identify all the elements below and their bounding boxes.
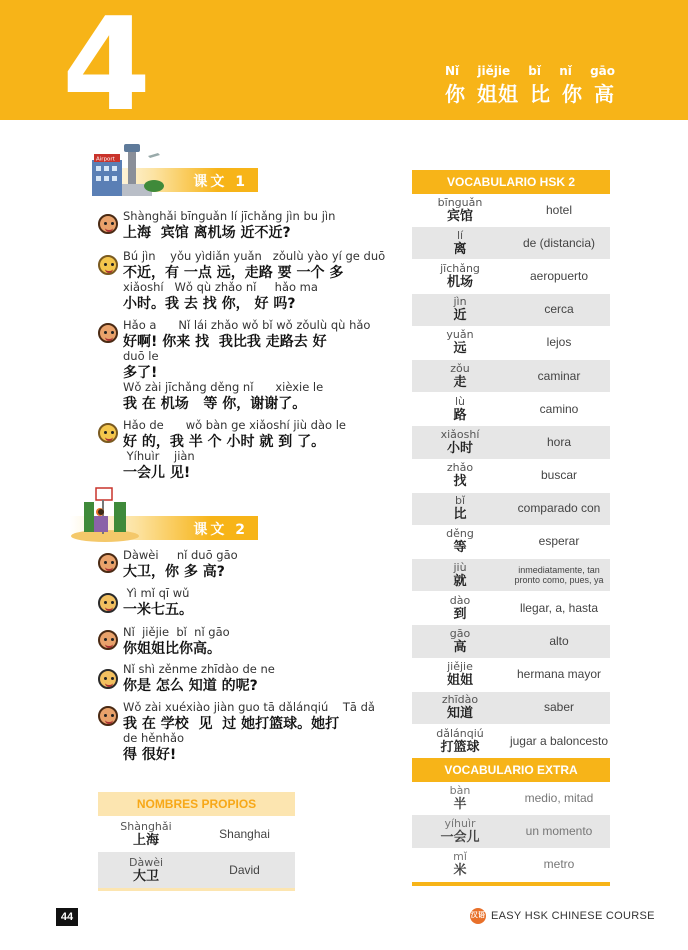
page-header [0, 0, 688, 140]
word-cell [412, 784, 508, 813]
word-pinyin: dào [449, 593, 471, 607]
word-cell [412, 527, 508, 556]
airport-illustration [92, 140, 172, 196]
word-hanzi: 一会儿 [440, 829, 480, 845]
dialogue-pinyin: Nǐ shì zěnme zhīdào de ne [123, 662, 275, 676]
word-translation: hermana mayor [516, 667, 602, 682]
dialogue-pinyin: Yíhuìr jiàn [123, 449, 195, 463]
word-pinyin: dǎlánqiú [436, 726, 484, 740]
vocabulary-extra-rows [412, 782, 610, 882]
word-cell [412, 727, 508, 756]
table-row [412, 592, 610, 625]
table-footer-bar [98, 888, 295, 891]
word-translation: metro [543, 857, 575, 872]
table-row [412, 327, 610, 360]
dialogue-hanzi: 一会儿 见! [123, 465, 191, 481]
dialogue-hanzi: 多了! [123, 365, 158, 381]
word-pinyin: bàn [449, 783, 471, 797]
word-pinyin: bǐ [454, 494, 466, 508]
speaker-girl-icon [98, 214, 118, 234]
word-pinyin: lù [454, 394, 466, 408]
table-row [412, 194, 610, 227]
word-cell [412, 395, 508, 424]
word-cell [412, 594, 508, 623]
word-cell [412, 229, 508, 258]
word-hanzi: 近 [453, 308, 467, 324]
proper-names-table [98, 792, 295, 891]
word-translation: jugar a baloncesto [509, 733, 609, 748]
table-row [412, 526, 610, 559]
table-row [412, 493, 610, 526]
word-hanzi: 高 [453, 640, 467, 656]
word-translation: aeropuerto [529, 268, 589, 283]
dialogue-hanzi: 得 很好! [123, 747, 177, 763]
speaker-girl-icon [98, 706, 118, 726]
word-pinyin: lí [456, 228, 464, 242]
vocabulary-rows [412, 194, 610, 758]
title-pinyin-word: Nǐ [445, 64, 460, 78]
dialogue-pinyin: Wǒ zài xuéxiào jiàn guo tā dǎlánqiú Tā dǎ [123, 700, 375, 714]
table-row [412, 460, 610, 493]
word-hanzi: 打篮球 [440, 739, 480, 755]
word-hanzi: 找 [453, 474, 467, 490]
dialogue-pinyin: Bú jìn yǒu yìdiǎn yuǎn zǒulù yào yí ge duō [123, 249, 386, 263]
word-cell [412, 328, 508, 357]
word-translation: camino [539, 401, 579, 416]
table-row [412, 815, 610, 848]
title-hanzi-word: 姐姐 [477, 82, 519, 106]
word-pinyin: zhīdào [441, 693, 479, 707]
word-translation: hora [546, 434, 572, 449]
proper-names-title: NOMBRES PROPIOS [98, 792, 295, 816]
speaker-boy-icon [98, 593, 118, 613]
speaker-boy-icon [98, 669, 118, 689]
title-pinyin-word: nǐ [559, 64, 572, 78]
dialogue-hanzi: 大卫，你 多 高? [123, 564, 225, 580]
word-translation: inmediatamente, tan pronto como, pues, ya [514, 565, 604, 586]
table-row [412, 393, 610, 426]
page-number: 44 [56, 908, 78, 926]
vocabulary-extra-title: VOCABULARIO EXTRA [412, 758, 610, 782]
table-row [412, 426, 610, 459]
word-translation: medio, mitad [524, 790, 594, 805]
word-pinyin: bīnguǎn [437, 195, 483, 209]
word-translation: alto [549, 634, 569, 649]
word-pinyin: Dàwèi [128, 855, 164, 869]
word-translation: Shanghai [219, 826, 270, 841]
speaker-boy-icon [98, 423, 118, 443]
word-cell [412, 295, 508, 324]
word-cell [412, 428, 508, 457]
word-hanzi: 小时 [446, 440, 473, 456]
dialogue-hanzi: 上海 宾馆 离机场 近不近? [123, 225, 291, 241]
table-row [412, 782, 610, 815]
word-hanzi: 到 [453, 606, 467, 622]
brand-logo-icon: 汉语 [470, 908, 486, 924]
word-cell [412, 627, 508, 656]
word-hanzi: 上海 [132, 832, 159, 848]
word-hanzi: 大卫 [132, 868, 159, 884]
word-hanzi: 机场 [446, 274, 473, 290]
word-pinyin: yuǎn [446, 328, 474, 342]
lesson2-label: 课文 2 [193, 522, 248, 538]
word-translation: de (distancia) [522, 235, 596, 250]
word-pinyin: jiù [453, 560, 467, 574]
dialogue-hanzi: 你姐姐比你高。 [123, 641, 221, 657]
dialogue-pinyin: Hǎo de wǒ bàn ge xiǎoshí jiù dào le [123, 418, 346, 432]
word-pinyin: gāo [449, 627, 471, 641]
speaker-girl-icon [98, 323, 118, 343]
word-hanzi: 离 [453, 241, 467, 257]
word-cell [412, 196, 508, 225]
word-cell [412, 693, 508, 722]
word-hanzi: 姐姐 [446, 673, 473, 689]
word-translation: lejos [546, 335, 572, 350]
table-row [412, 692, 610, 725]
word-hanzi: 比 [453, 507, 467, 523]
lesson-title-pinyin [445, 64, 615, 78]
speaker-girl-icon [98, 630, 118, 650]
word-cell [98, 820, 194, 849]
word-translation: cerca [544, 302, 574, 317]
lesson1-label: 课文 1 [193, 174, 248, 190]
lesson-title-hanzi [445, 78, 615, 107]
speaker-girl-icon [98, 553, 118, 573]
word-cell [412, 850, 508, 879]
word-cell [98, 856, 194, 885]
table-footer-bar [412, 882, 610, 886]
word-cell [412, 660, 508, 689]
lesson-number: 4 [62, 0, 152, 140]
word-pinyin: jiějie [447, 660, 473, 674]
dialogue-hanzi: 好 的，我 半 个 小时 就 到 了。 [123, 434, 326, 450]
dialogue-hanzi: 你是 怎么 知道 的呢? [123, 678, 258, 694]
word-hanzi: 半 [453, 796, 467, 812]
dialogue-hanzi: 好啊! 你来 找 我比我 走路去 好 [123, 334, 327, 350]
title-hanzi-word: 你 [445, 82, 466, 106]
word-pinyin: zǒu [450, 361, 470, 375]
word-pinyin: jìn [453, 295, 467, 309]
word-translation: David [229, 862, 260, 877]
word-translation: comparado con [517, 501, 601, 516]
word-hanzi: 走 [453, 374, 467, 390]
dialogue-pinyin: de hěnhǎo [123, 731, 185, 745]
dialogue-pinyin: Yì mǐ qī wǔ [123, 586, 190, 600]
word-hanzi: 路 [453, 407, 467, 423]
vocabulary-hsk2-title: VOCABULARIO HSK 2 [412, 170, 610, 194]
title-pinyin-word: bǐ [528, 64, 541, 78]
dialogue-hanzi: 一米七五。 [123, 602, 193, 618]
word-translation: buscar [540, 468, 578, 483]
dialogue-hanzi: 我 在 机场 等 你，谢谢了。 [123, 396, 307, 412]
table-row [98, 816, 295, 852]
word-translation: esperar [538, 534, 580, 549]
title-pinyin-word: jiějie [477, 64, 511, 78]
word-pinyin: Shànghǎi [120, 819, 172, 833]
table-row [412, 849, 610, 882]
word-translation: un momento [525, 823, 593, 838]
dialogue-pinyin: Nǐ jiějie bǐ nǐ gāo [123, 625, 230, 639]
brand-footer [470, 908, 655, 924]
title-hanzi-word: 高 [594, 82, 615, 106]
table-row [98, 852, 295, 888]
word-pinyin: yíhuìr [444, 816, 476, 830]
word-translation: saber [543, 700, 575, 715]
word-pinyin: xiǎoshí [440, 427, 480, 441]
title-hanzi-word: 你 [562, 82, 583, 106]
table-row [412, 725, 610, 758]
word-translation: llegar, a, hasta [519, 600, 599, 615]
word-hanzi: 远 [453, 341, 467, 357]
word-hanzi: 知道 [446, 706, 473, 722]
word-pinyin: jīchǎng [440, 261, 480, 275]
dialogue-pinyin: Dàwèi nǐ duō gāo [123, 548, 238, 562]
dialogue-pinyin: Wǒ zài jīchǎng děng nǐ xièxie le [123, 380, 324, 394]
word-cell [412, 494, 508, 523]
brand-name: EASY HSK CHINESE COURSE [491, 910, 655, 922]
word-cell [412, 461, 508, 490]
title-hanzi-word: 比 [530, 82, 551, 106]
dialogue-pinyin: duō le [123, 349, 159, 363]
word-hanzi: 就 [453, 573, 467, 589]
dialogue-pinyin: Hǎo a Nǐ lái zhǎo wǒ bǐ wǒ zǒulù qù hǎo [123, 318, 371, 332]
dialogue-pinyin: Shànghǎi bīnguǎn lí jīchǎng jìn bu jìn [123, 209, 336, 223]
basketball-court-illustration [70, 484, 140, 542]
word-cell [412, 817, 508, 846]
title-pinyin-word: gāo [590, 64, 615, 78]
dialogue-hanzi: 小时。我 去 找 你， 好 吗? [123, 296, 296, 312]
word-translation: hotel [545, 202, 573, 217]
dialogue-hanzi: 不近，有 一点 远，走路 要 一个 多 [123, 265, 344, 281]
table-row [412, 360, 610, 393]
word-pinyin: zhǎo [446, 461, 474, 475]
vocabulary-table [412, 170, 610, 886]
table-row [412, 659, 610, 692]
word-cell [412, 561, 508, 590]
table-row [412, 260, 610, 293]
word-hanzi: 宾馆 [446, 208, 473, 224]
word-cell [412, 362, 508, 391]
speaker-boy-icon [98, 255, 118, 275]
dialogue-hanzi: 我 在 学校 见 过 她打篮球。她打 [123, 716, 340, 732]
table-row [412, 294, 610, 327]
word-pinyin: děng [446, 527, 474, 541]
dialogue-pinyin: xiǎoshí Wǒ qù zhǎo nǐ hǎo ma [123, 280, 318, 294]
table-row [412, 227, 610, 260]
table-row [412, 625, 610, 658]
word-cell [412, 262, 508, 291]
word-hanzi: 米 [453, 863, 467, 879]
word-pinyin: mǐ [453, 850, 467, 864]
table-row [412, 559, 610, 592]
word-hanzi: 等 [453, 540, 467, 556]
airport-sign-text: Airport [96, 156, 115, 163]
word-translation: caminar [537, 368, 581, 383]
